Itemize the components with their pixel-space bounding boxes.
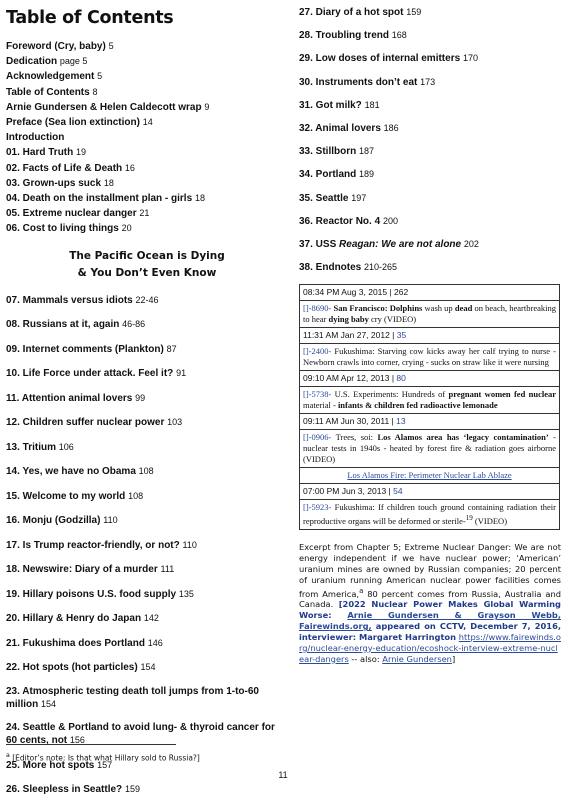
toc-entry[interactable] — [6, 343, 288, 356]
toc-page: 173 — [420, 76, 436, 87]
news-count-link[interactable]: 35 — [396, 330, 407, 341]
toc-entry[interactable] — [6, 115, 288, 130]
toc-label: 02. Facts of Life & Death — [6, 162, 123, 174]
news-timestamp: 08:34 PM Aug 3, 2015 | 262 — [300, 285, 560, 301]
excerpt-bold: appeared on CCTV, December 7, 2016, interviewer: Margaret Harrington — [299, 621, 561, 643]
news-timestamp — [300, 328, 560, 344]
toc-label: Table of Contents — [6, 86, 90, 98]
toc-entry[interactable] — [299, 238, 561, 251]
toc-page: 186 — [383, 122, 399, 133]
news-bold: San Francisco: Dolphins — [331, 303, 423, 314]
toc-page: 5 — [97, 71, 103, 82]
toc-entry[interactable] — [299, 192, 561, 205]
news-entry — [300, 301, 560, 328]
news-timestamp — [300, 484, 560, 500]
toc-label: 17. Is Trump reactor-friendly, or not? — [6, 539, 180, 551]
toc-label: 04. Death on the installment plan - girls — [6, 193, 193, 205]
footnote — [6, 752, 200, 763]
toc-entry[interactable] — [6, 490, 288, 503]
news-link-row — [300, 468, 560, 484]
toc-label: Foreword (Cry, baby) — [6, 41, 106, 52]
news-bold: pregnant women fed nuclear — [448, 389, 556, 400]
toc-label: 32. Animal lovers — [299, 122, 381, 134]
toc-label: 23. Atmospheric testing death toll jumps from 1-to-60 million — [6, 685, 259, 710]
toc-page: 108 — [138, 466, 154, 477]
toc-entry[interactable] — [6, 563, 288, 576]
news-text: Fukushima: Starving cow kicks away her calf trying to nurse - Newborn crawls into corner, crying - sucks on straw like it were nursing — [303, 346, 556, 368]
excerpt-link[interactable]: Arnie Gundersen — [382, 653, 452, 664]
excerpt-text: ] — [451, 653, 456, 664]
news-entry — [300, 430, 560, 468]
footnote-ref: 19 — [465, 514, 473, 523]
article-link[interactable]: Los Alamos Fire: Perimeter Nuclear Lab Ablaze — [347, 470, 512, 481]
news-entry — [300, 387, 560, 414]
toc-label: 38. Endnotes — [299, 262, 362, 274]
toc-page: 142 — [143, 613, 159, 624]
news-text: cry (VIDEO) — [368, 314, 417, 325]
newswire-table — [299, 284, 560, 530]
toc-label: 19. Hillary poisons U.S. food supply — [6, 588, 177, 600]
toc-page: 16 — [124, 162, 135, 173]
toc-label: 31. Got milk? — [299, 99, 362, 111]
news-ts-text: 09:11 AM Jun 30, 2011 | — [303, 416, 397, 427]
toc-entry[interactable] — [6, 783, 288, 796]
toc-page: 187 — [359, 146, 375, 157]
toc-entry[interactable] — [6, 221, 288, 236]
news-entry — [300, 344, 560, 371]
toc-page: 18 — [103, 177, 114, 188]
toc-label: 35. Seattle — [299, 192, 349, 204]
excerpt-paragraph — [299, 542, 561, 665]
toc-entry[interactable] — [6, 514, 288, 527]
toc-page: 46-86 — [122, 319, 146, 330]
toc-label: 03. Grown-ups suck — [6, 177, 102, 189]
toc-entry[interactable] — [6, 686, 288, 711]
toc-page: 21 — [139, 208, 150, 219]
toc-page: 22-46 — [135, 294, 159, 305]
toc-page: 110 — [182, 539, 197, 550]
toc-entry[interactable] — [6, 588, 288, 601]
toc-label: 21. Fukushima does Portland — [6, 637, 145, 649]
toc-page: 210-265 — [364, 262, 398, 273]
toc-entry[interactable] — [6, 441, 288, 454]
toc-page: page 5 — [59, 56, 88, 67]
toc-page: 200 — [382, 215, 398, 226]
news-text: (VIDEO) — [472, 516, 508, 527]
toc-entry[interactable] — [6, 539, 288, 552]
news-count-link[interactable]: 13 — [396, 416, 406, 427]
toc-label: 07. Mammals versus idiots — [6, 294, 133, 306]
toc-label: 15. Welcome to my world — [6, 490, 126, 502]
toc-entry[interactable] — [6, 612, 288, 625]
toc-label: 33. Stillborn — [299, 146, 357, 158]
toc-page: 9 — [204, 101, 210, 112]
footnote-mark: a — [6, 752, 10, 759]
toc-label: 12. Children suffer nuclear power — [6, 417, 165, 429]
toc-entry[interactable] — [299, 261, 561, 274]
toc-label: 09. Internet comments (Plankton) — [6, 343, 164, 355]
toc-page: 157 — [97, 759, 113, 770]
news-ts-text: 09:10 AM Apr 12, 2013 | — [303, 373, 397, 384]
toc-entry[interactable] — [299, 168, 561, 181]
toc-page: 87 — [166, 343, 177, 354]
toc-label: Acknowledgement — [6, 71, 95, 83]
toc-page: 159 — [406, 7, 422, 17]
toc-entry[interactable] — [6, 100, 288, 115]
page-number: 11 — [278, 770, 288, 780]
news-id-link[interactable]: []-0906- — [303, 432, 332, 443]
news-id-link[interactable]: []-5738- — [303, 389, 332, 400]
toc-label: 06. Cost to living things — [6, 223, 119, 235]
toc-page: 181 — [364, 99, 380, 110]
news-entry — [300, 500, 560, 530]
news-bold: Los Alamos area has ‘legacy contamination’ — [377, 432, 549, 443]
toc-entry[interactable] — [6, 318, 288, 331]
toc-entry[interactable] — [6, 39, 288, 54]
toc-entry[interactable] — [6, 176, 288, 191]
toc-label: 25. More hot spots — [6, 759, 95, 771]
toc-entry[interactable] — [6, 191, 288, 206]
news-text: on beach, heartbreaking to hear — [303, 303, 556, 325]
news-ts-text: 11:31 AM Jan 27, 2012 | — [303, 330, 397, 341]
footnote-ref: a — [359, 586, 364, 595]
toc-page: 154 — [140, 662, 156, 673]
news-count-link[interactable]: 54 — [393, 486, 403, 497]
toc-label: 01. Hard Truth — [6, 147, 74, 159]
news-id-link[interactable]: []-5923- — [303, 502, 332, 513]
toc-entry[interactable] — [6, 416, 288, 429]
news-id-link[interactable]: []-2400- — [303, 346, 332, 357]
toc-entry[interactable] — [6, 54, 288, 69]
toc-page: 154 — [41, 698, 57, 709]
news-timestamp — [300, 414, 560, 430]
toc-label: 28. Troubling trend — [299, 30, 390, 42]
toc-label: 18. Newswire: Diary of a murder — [6, 564, 158, 576]
left-column — [6, 0, 288, 808]
toc-page: 170 — [462, 53, 478, 64]
toc-label: 22. Hot spots (hot particles) — [6, 662, 138, 674]
toc-entry[interactable] — [6, 637, 288, 650]
news-count-link[interactable]: 80 — [396, 373, 406, 384]
news-text: - nuclear tests in 1940s - heated by forest fire & radiation goes airborne (VIDEO) — [303, 432, 556, 465]
toc-page: 5 — [108, 41, 114, 51]
toc-page: 168 — [391, 30, 407, 41]
toc-entry[interactable] — [299, 29, 561, 42]
footnote-divider — [6, 744, 176, 745]
toc-page: 146 — [147, 637, 163, 648]
toc-label: 11. Attention animal lovers — [6, 392, 133, 404]
footnote-text: [Editor’s note: Is that what Hillary sold to Russia?] — [9, 753, 200, 763]
toc-page: 106 — [58, 441, 74, 452]
toc-page: 189 — [359, 169, 375, 180]
news-text: Trees, soi: — [331, 432, 378, 443]
toc-entry[interactable] — [299, 6, 561, 19]
subtitle-line-1: The Pacific Ocean is Dying — [69, 249, 225, 262]
toc-page: 14 — [142, 117, 153, 128]
toc-label: 34. Portland — [299, 169, 357, 181]
front-matter-list — [6, 39, 288, 237]
toc-label: We are not alone — [378, 238, 462, 250]
toc-entry[interactable] — [299, 122, 561, 135]
toc-page: 110 — [103, 515, 118, 526]
toc-entry[interactable] — [6, 392, 288, 405]
toc-entry[interactable] — [299, 76, 561, 89]
toc-page: 159 — [124, 784, 140, 795]
excerpt-link[interactable]: Arnie Gundersen & Grayson Webb, Fairewinds.org, — [299, 610, 561, 632]
toc-label: 30. Instruments don’t eat — [299, 76, 418, 88]
news-text: U.S. Experiments: Hundreds of — [331, 389, 449, 400]
news-text: material - — [303, 400, 338, 411]
chapter-list-right — [299, 6, 561, 274]
toc-label: 24. Seattle & Portland to avoid lung- & thyroid cancer for 60 cents, not — [6, 722, 275, 747]
toc-page: 156 — [69, 735, 85, 746]
toc-entry[interactable] — [6, 661, 288, 674]
toc-label: 26. Sleepless in Seattle? — [6, 784, 123, 796]
toc-label: 20. Hillary & Henry do Japan — [6, 613, 142, 625]
toc-label: 05. Extreme nuclear danger — [6, 208, 137, 220]
news-ts-text: 07:00 PM Jun 3, 2013 | — [303, 486, 394, 497]
page-title: Table of Contents — [6, 8, 174, 28]
toc-page: 20 — [121, 223, 132, 234]
news-bold: dying baby — [328, 314, 369, 325]
toc-label: 10. Life Force under attack. Feel it? — [6, 368, 174, 380]
toc-label: 13. Tritium — [6, 441, 57, 453]
chapter-list-left — [6, 294, 288, 797]
toc-label: 36. Reactor No. 4 — [299, 215, 381, 227]
subtitle-line-2: & You Don’t Even Know — [77, 266, 217, 279]
toc-entry[interactable] — [6, 161, 288, 176]
toc-entry[interactable] — [6, 85, 288, 100]
excerpt-text: 80 percent comes from Russia, Australia and Canada. — [299, 588, 562, 610]
toc-page: 91 — [176, 368, 187, 379]
toc-label: 08. Russians at it, again — [6, 319, 120, 331]
toc-label: 14. Yes, we have no Obama — [6, 466, 136, 478]
toc-entry[interactable] — [6, 206, 288, 221]
excerpt-url-link[interactable]: https://www.fairewinds.org/nuclear-energy-education/ecoshock-interview-extreme-nuclear-dangers — [299, 632, 562, 664]
excerpt-bold: [2022 Nuclear Power Makes Global Warming Worse: — [299, 599, 561, 621]
toc-entry[interactable] — [299, 215, 561, 228]
toc-entry[interactable] — [6, 367, 288, 380]
toc-entry[interactable] — [6, 130, 288, 145]
toc-label: 27. Diary of a hot spot — [299, 7, 404, 18]
toc-page: 99 — [135, 392, 146, 403]
toc-page: 202 — [463, 238, 479, 249]
news-bold: infants & children fed radioactive lemonade — [337, 400, 498, 411]
news-timestamp — [300, 371, 560, 387]
news-text: Fukushima: If children touch ground containing radiation their reproductive organs will be deformed or sterile- — [303, 502, 556, 527]
toc-page: 19 — [76, 147, 87, 158]
toc-label-italic: Reagan: — [339, 238, 379, 250]
toc-entry[interactable] — [299, 52, 561, 65]
toc-label: Introduction — [6, 132, 65, 144]
toc-page: 108 — [128, 490, 144, 501]
toc-entry[interactable] — [299, 99, 561, 112]
toc-label: 37. USS — [299, 238, 340, 250]
toc-page: 18 — [194, 193, 205, 204]
toc-entry[interactable] — [299, 145, 561, 158]
toc-page: 103 — [167, 417, 183, 428]
right-column — [299, 0, 561, 665]
toc-label: Dedication — [6, 56, 58, 68]
toc-label: 16. Monju (Godzilla) — [6, 515, 101, 527]
toc-page: 135 — [178, 588, 194, 599]
excerpt-text: -- also: — [348, 653, 383, 664]
toc-entry[interactable] — [6, 69, 288, 84]
news-id-link[interactable]: []-8690- — [303, 303, 332, 314]
excerpt-text: Excerpt from Chapter 5; Extreme Nuclear Danger: We are not energy independent if we have nuclear power; ‘American’ uranium mines are owned by Russian companies; 20 percent of uranium running American nuclear power facilities comes from America, — [299, 542, 561, 599]
toc-entry[interactable] — [6, 145, 288, 160]
toc-label: Arnie Gundersen & Helen Caldecott wrap — [6, 101, 202, 113]
toc-label: Preface (Sea lion extinction) — [6, 117, 140, 129]
toc-entry[interactable] — [6, 465, 288, 478]
news-text: wash up — [422, 303, 455, 314]
news-bold: dead — [454, 303, 473, 314]
toc-page: 197 — [351, 192, 367, 203]
toc-label: 29. Low doses of internal emitters — [299, 53, 461, 65]
section-subtitle — [6, 248, 288, 282]
toc-page: 111 — [160, 564, 175, 575]
toc-entry[interactable] — [6, 294, 288, 307]
toc-page: 8 — [92, 86, 98, 97]
